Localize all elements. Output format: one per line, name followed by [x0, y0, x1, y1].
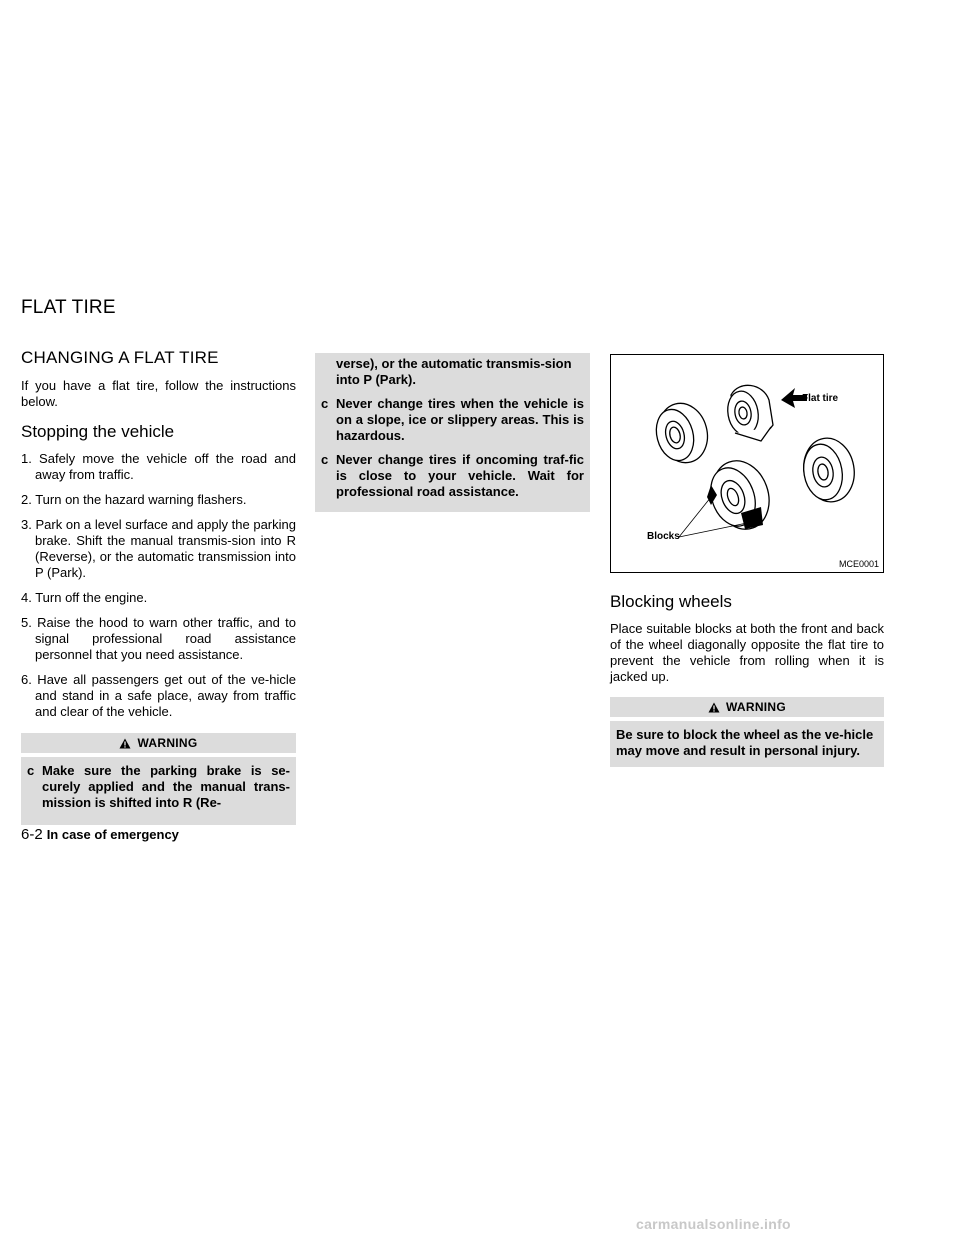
step-item: 5. Raise the hood to warn other traffic, and to signal professional road assistance personnel that you need assistance. [21, 615, 296, 662]
stopping-title: Stopping the vehicle [21, 422, 175, 441]
step-item: 1. Safely move the vehicle off the road and away from traffic. [21, 451, 296, 482]
column-left [21, 348, 296, 825]
footer-section: In case of emergency [46, 827, 179, 842]
section-header: FLAT TIRE [21, 297, 116, 318]
warning-item [321, 452, 584, 500]
intro-text: If you have a flat tire, follow the instructions below. [21, 378, 296, 409]
warning-label: WARNING [137, 736, 198, 750]
warning-body [21, 757, 296, 825]
blocking-text: Place suitable blocks at both the front and back of the wheel diagonally opposite the flat tire to prevent the vehicle from rolling when it is jacked up. [610, 621, 884, 684]
steps-list [21, 451, 296, 720]
warning-box [21, 733, 296, 825]
step-item: 4. Turn off the engine. [21, 590, 148, 605]
tire-icon [651, 398, 714, 468]
column-right [610, 354, 884, 767]
warning-continued [315, 353, 590, 512]
tire-icon [799, 434, 859, 506]
flat-tire-label: Flat tire [802, 393, 839, 404]
warning-item-text: Make sure the parking brake is se-curely applied and the manual trans-mission is shifted into R (Re- [42, 763, 290, 810]
warning-box [610, 697, 884, 767]
tire-illustration [610, 354, 884, 573]
warning-item-continued: verse), or the automatic transmis-sion into P (Park). [336, 356, 572, 387]
warning-item [321, 396, 584, 444]
page-footer [21, 826, 179, 843]
step-item: 3. Park on a level surface and apply the parking brake. Shift the manual transmis-sion into R (Reverse), or the automatic transmission into P (Park). [21, 517, 296, 580]
warning-header [610, 697, 884, 717]
column-middle [315, 353, 590, 512]
warning-item-text: Never change tires if oncoming traf-fic is close to your vehicle. Wait for professional road assistance. [336, 452, 584, 499]
watermark: carmanualsonline.info [636, 1216, 791, 1232]
warning-icon [119, 738, 131, 749]
warning-text: Be sure to block the wheel as the ve-hicle may move and result in personal injury. [616, 727, 874, 758]
page-heading: CHANGING A FLAT TIRE [21, 348, 219, 367]
bullet-mark: c [321, 396, 329, 411]
warning-icon [708, 702, 720, 713]
warning-item-text: Never change tires when the vehicle is on a slope, ice or slippery areas. This is hazardous. [336, 396, 584, 443]
bullet-mark: c [321, 452, 329, 467]
page-number: 6-2 [21, 826, 43, 843]
step-item: 2. Turn on the hazard warning flashers. [21, 492, 247, 507]
warning-item [27, 763, 290, 811]
warning-header [21, 733, 296, 753]
blocking-title: Blocking wheels [610, 592, 732, 611]
bullet-mark: c [27, 763, 35, 778]
warning-body [610, 721, 884, 767]
figure-id: MCE0001 [838, 559, 879, 569]
step-item: 6. Have all passengers get out of the ve-hicle and stand in a safe place, away from traffic and clear of the vehicle. [21, 672, 296, 719]
flat-tire-icon [724, 385, 773, 441]
warning-label: WARNING [725, 700, 787, 714]
blocks-label: Blocks [647, 531, 680, 542]
